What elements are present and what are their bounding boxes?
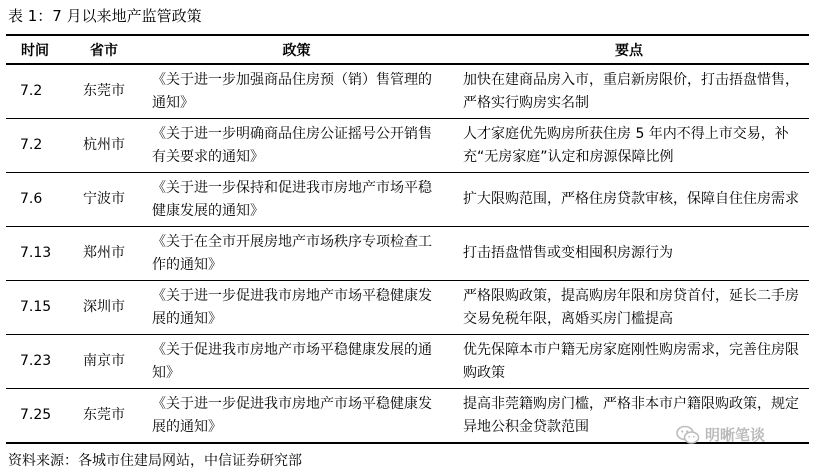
cell-date: 7.23 xyxy=(6,335,64,389)
source-note: 资料来源：各城市住建局网站，中信证券研究部 xyxy=(8,453,302,469)
cell-province: 郑州市 xyxy=(64,227,144,281)
cell-policy: 《关于在全市开展房地产市场秩序专项检查工作的通知》 xyxy=(144,227,449,281)
cell-date: 7.13 xyxy=(6,227,64,281)
cell-policy: 《关于进一步保持和促进我市房地产市场平稳健康发展的通知》 xyxy=(144,173,449,227)
cell-key-points: 加快在建商品房入市，重启新房限价，打击捂盘惜售，严格实行购房实名制 xyxy=(449,64,809,119)
table-row xyxy=(6,281,809,335)
cell-policy: 《关于进一步促进我市房地产市场平稳健康发展的通知》 xyxy=(144,389,449,444)
cell-policy: 《关于促进我市房地产市场平稳健康发展的通知》 xyxy=(144,335,449,389)
cell-policy: 《关于进一步加强商品住房预（销）售管理的通知》 xyxy=(144,64,449,119)
cell-policy: 《关于进一步明确商品住房公证摇号公开销售有关要求的通知》 xyxy=(144,119,449,173)
cell-date: 7.2 xyxy=(6,64,64,119)
policy-table xyxy=(6,34,809,444)
header-province: 省市 xyxy=(64,35,144,64)
cell-key-points: 打击捂盘惜售或变相囤积房源行为 xyxy=(449,227,809,281)
table-row xyxy=(6,335,809,389)
cell-key-points: 优先保障本市户籍无房家庭刚性购房需求，完善住房限购政策 xyxy=(449,335,809,389)
table-row xyxy=(6,173,809,227)
watermark xyxy=(676,424,765,445)
header-key-points: 要点 xyxy=(449,35,809,64)
cell-date: 7.15 xyxy=(6,281,64,335)
cell-province: 杭州市 xyxy=(64,119,144,173)
cell-province: 东莞市 xyxy=(64,389,144,444)
cell-key-points: 扩大限购范围，严格住房贷款审核，保障自住住房需求 xyxy=(449,173,809,227)
table-row xyxy=(6,119,809,173)
cell-key-points: 提高非莞籍购房门槛，严格非本市户籍限购政策，规定异地公积金贷款范围 xyxy=(449,389,809,444)
cell-key-points: 严格限购政策，提高购房年限和房贷首付，延长二手房交易免税年限，离婚买房门槛提高 xyxy=(449,281,809,335)
header-date: 时间 xyxy=(6,35,64,64)
cell-province: 南京市 xyxy=(64,335,144,389)
table-header-row xyxy=(6,35,809,64)
wechat-icon xyxy=(676,425,700,445)
cell-date: 7.25 xyxy=(6,389,64,444)
table-caption: 表 1：7 月以来地产监管政策 xyxy=(8,7,202,25)
cell-key-points: 人才家庭优先购房所获住房 5 年内不得上市交易，补充“无房家庭”认定和房源保障比例 xyxy=(449,119,809,173)
table-row xyxy=(6,227,809,281)
cell-province: 东莞市 xyxy=(64,64,144,119)
cell-date: 7.6 xyxy=(6,173,64,227)
cell-date: 7.2 xyxy=(6,119,64,173)
watermark-text: 明晰笔谈 xyxy=(705,426,766,444)
header-policy: 政策 xyxy=(144,35,449,64)
cell-policy: 《关于进一步促进我市房地产市场平稳健康发展的通知》 xyxy=(144,281,449,335)
cell-province: 宁波市 xyxy=(64,173,144,227)
cell-province: 深圳市 xyxy=(64,281,144,335)
table-row xyxy=(6,64,809,119)
